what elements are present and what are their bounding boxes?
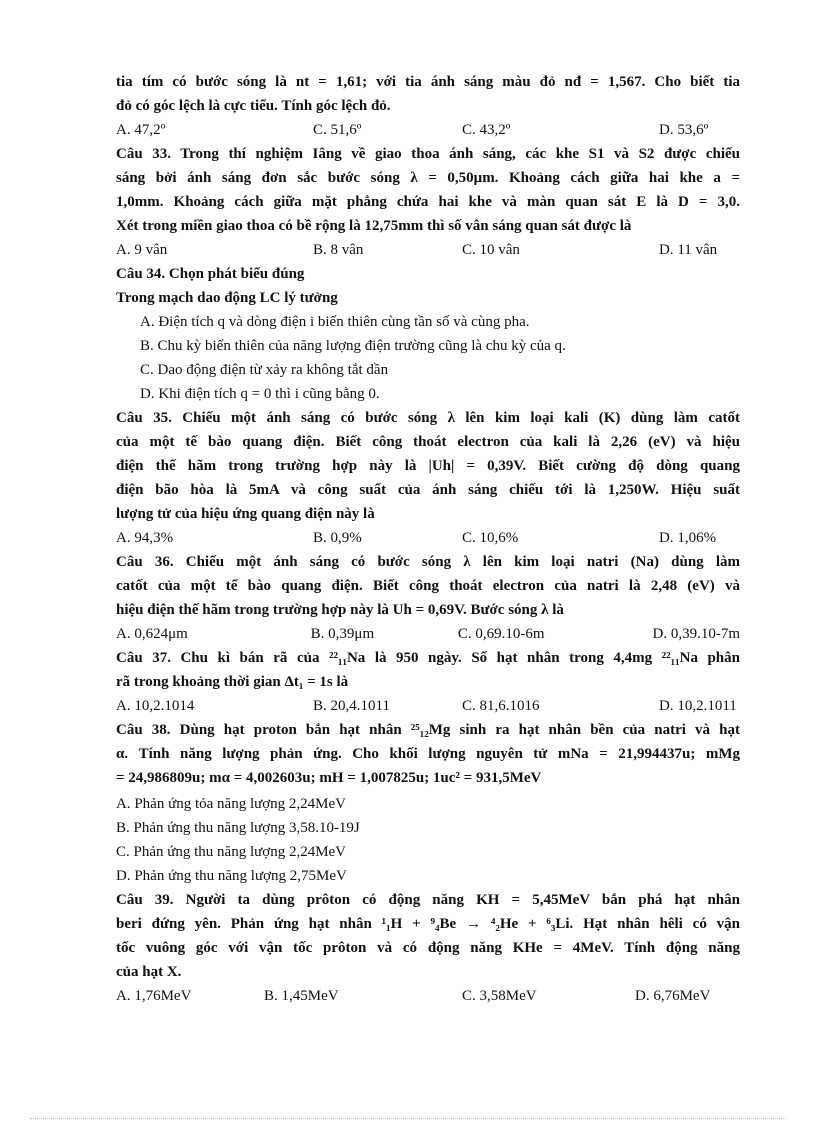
- q38-line: Câu 38. Dùng hạt proton bắn hạt nhân ²⁵₁₂Mg sinh ra hạt nhân bền của natri và hạt: [116, 722, 740, 738]
- option-a: A. 94,3%: [116, 530, 174, 546]
- q32-options: [116, 118, 740, 142]
- option-b: B. 20,4.1011: [313, 698, 390, 714]
- q37-options: [116, 694, 740, 718]
- option-d: D. Khi điện tích q = 0 thì i cũng bằng 0.: [140, 386, 380, 402]
- q36-line: Câu 36. Chiếu một ánh sáng có bước sóng λ lên kim loại natri (Na) dùng làm: [116, 554, 740, 570]
- q35-options: [116, 526, 740, 550]
- option-a: A. Phản ứng tỏa năng lượng 2,24MeV: [116, 796, 347, 812]
- option-a: A. Điện tích q và dòng điện i biến thiên cùng tần số và cùng pha.: [140, 314, 530, 330]
- option-c: C. 10,6%: [462, 530, 519, 546]
- q35-line: Câu 35. Chiếu một ánh sáng có bước sóng λ lên kim loại kali (K) dùng làm catốt: [116, 410, 740, 426]
- option-a: A. 47,2º: [116, 122, 166, 138]
- option-d: D. 53,6º: [659, 122, 709, 138]
- q35-line: lượng tử của hiệu ứng quang điện này là: [116, 506, 375, 522]
- q36-line: catốt của một tế bào quang điện. Biết công thoát electron của natri là 2,48 (eV) và: [116, 578, 740, 594]
- q37-line: Câu 37. Chu kì bán rã của ²²₁₁Na là 950 ngày. Số hạt nhân trong 4,4mg ²²₁₁Na phân: [116, 650, 740, 666]
- option-b: B. 8 vân: [313, 242, 364, 258]
- q37-line: rã trong khoảng thời gian Δt₁ = 1s là: [116, 674, 349, 690]
- q39-line: Câu 39. Người ta dùng prôton có động năng KH = 5,45MeV bắn phá hạt nhân: [116, 892, 740, 908]
- q36-options: [116, 622, 740, 646]
- page-footer-rule: [30, 1118, 786, 1119]
- q35-line: điện thế hãm trong trường hợp này là |Uh| = 0,39V. Biết cường độ dòng quang: [116, 458, 740, 474]
- q34-stem: Trong mạch dao động LC lý tưởng: [116, 290, 338, 306]
- option-b: B. Chu kỳ biến thiên của năng lượng điện trường cũng là chu kỳ của q.: [140, 338, 566, 354]
- option-b: B. 0,9%: [313, 530, 362, 546]
- option-d: D. 10,2.1011: [659, 698, 737, 714]
- option-a: A. 0,624μm: [116, 626, 188, 642]
- q32-line: tia tím có bước sóng là nt = 1,61; với tia ánh sáng màu đỏ nđ = 1,567. Cho biết tia: [116, 74, 740, 90]
- option-d: D. 6,76MeV: [635, 988, 711, 1004]
- option-c: C. 0,69.10-6m: [457, 626, 545, 642]
- q39-line: tốc vuông góc với vận tốc prôton và có động năng KHe = 4MeV. Tính động năng: [116, 940, 740, 956]
- option-d: D. 1,06%: [659, 530, 717, 546]
- option-a: A. 10,2.1014: [116, 698, 195, 714]
- option-c: C. 81,6.1016: [462, 698, 540, 714]
- option-b: B. 1,45MeV: [264, 988, 339, 1004]
- option-d: D. Phản ứng thu năng lượng 2,75MeV: [116, 868, 347, 884]
- option-c: C. 10 vân: [462, 242, 520, 258]
- option-d: D. 11 vân: [659, 242, 718, 258]
- option-c2: C. 43,2º: [462, 122, 511, 138]
- q33-line: Xét trong miền giao thoa có bề rộng là 12,75mm thì số vân sáng quan sát được là: [116, 218, 632, 234]
- q33-line: Câu 33. Trong thí nghiệm Iâng về giao thoa ánh sáng, các khe S1 và S2 được chiếu: [116, 146, 740, 162]
- option-c: C. Dao động điện từ xảy ra không tắt dần: [140, 362, 389, 378]
- option-c: C. 3,58MeV: [462, 988, 537, 1004]
- option-b: B. 0,39μm: [310, 626, 375, 642]
- q35-line: điện bão hòa là 5mA và công suất của ánh sáng chiếu tới là 1,250W. Hiệu suất: [116, 482, 740, 498]
- q33-line: 1,0mm. Khoảng cách giữa mặt phẳng chứa hai khe và màn quan sát E là D = 3,0.: [116, 194, 740, 210]
- q38-line: α. Tính năng lượng phản ứng. Cho khối lượng nguyên tử mNa = 21,994437u; mMg: [116, 746, 740, 762]
- q39-options: [116, 984, 740, 1008]
- exam-page: [116, 70, 740, 1008]
- q33-line: sáng bởi ánh sáng đơn sắc bước sóng λ = 0,50μm. Khoảng cách giữa hai khe a =: [116, 170, 740, 186]
- q39-line: beri đứng yên. Phản ứng hạt nhân ¹₁H + ⁹₄Be → ⁴₂He + ⁶₃Li. Hạt nhân hêli có vận: [116, 916, 740, 932]
- q39-line: của hạt X.: [116, 964, 182, 980]
- q34-title: Câu 34. Chọn phát biểu đúng: [116, 266, 305, 282]
- q35-line: của một tế bào quang điện. Biết công thoát electron của kali là 2,26 (eV) và hiệu: [116, 434, 740, 450]
- option-a: A. 9 vân: [116, 242, 168, 258]
- option-c: C. Phản ứng thu năng lượng 2,24MeV: [116, 844, 347, 860]
- option-d: D. 0,39.10-7m: [652, 626, 740, 642]
- option-a: A. 1,76MeV: [116, 988, 192, 1004]
- q38-line: = 24,986809u; mα = 4,002603u; mH = 1,007825u; 1uc² = 931,5MeV: [116, 770, 542, 786]
- q32-line: đỏ có góc lệch là cực tiểu. Tính góc lệch đỏ.: [116, 98, 391, 114]
- q36-line: hiệu điện thế hãm trong trường hợp này là Uh = 0,69V. Bước sóng λ là: [116, 602, 564, 618]
- q33-options: [116, 238, 740, 262]
- option-c1: C. 51,6º: [313, 122, 362, 138]
- option-b: B. Phản ứng thu năng lượng 3,58.10-19J: [116, 820, 360, 836]
